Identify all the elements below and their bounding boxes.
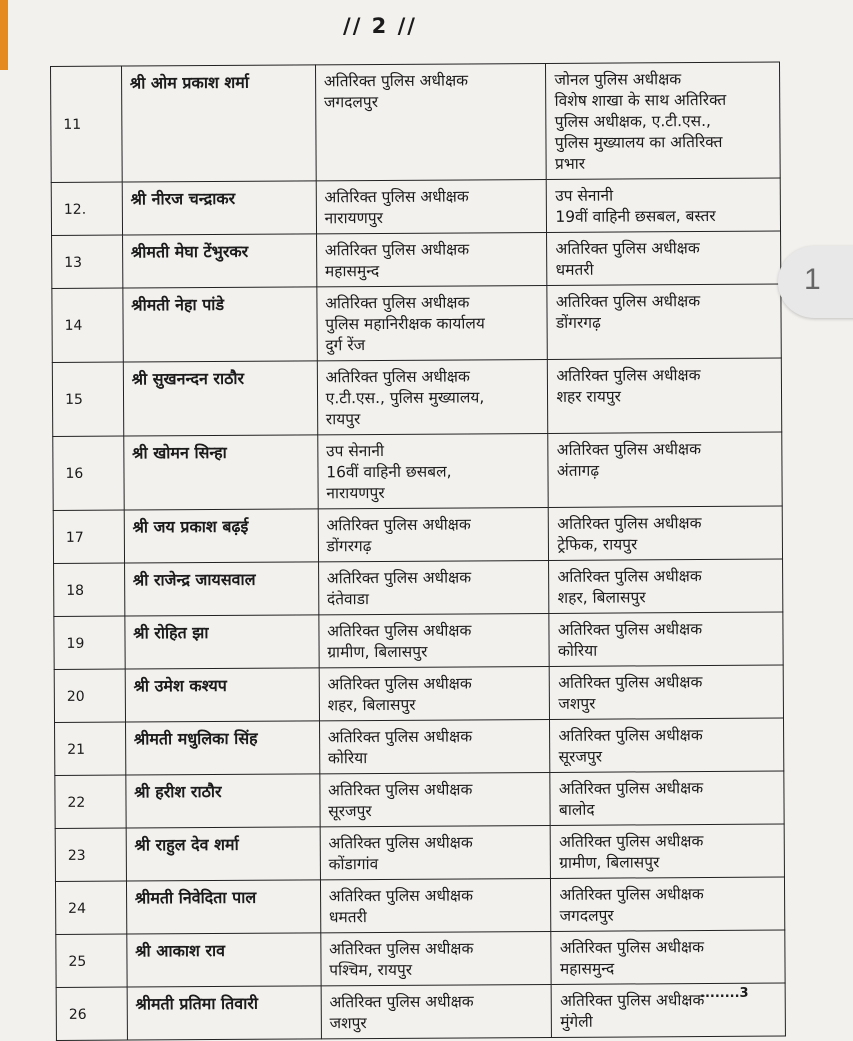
new-posting-line: ट्रेफिक, रायपुर [557, 535, 638, 554]
current-posting [319, 719, 550, 773]
new-posting-line: अतिरिक्त पुलिस अधीक्षक [556, 366, 701, 385]
new-posting-line: 19वीं वाहिनी छसबल, बस्तर [555, 206, 716, 226]
new-posting-line: उप सेनानी [555, 186, 614, 205]
current-posting-line: अतिरिक्त पुलिस अधीक्षक [328, 886, 474, 906]
table-row [54, 559, 783, 616]
current-posting [320, 878, 551, 932]
serial-number: 14 [52, 288, 123, 362]
current-posting-line: अतिरिक्त पुलिस अधीक्षक [329, 939, 474, 959]
officer-name: श्री सुखनन्दन राठौर [123, 361, 317, 436]
current-posting-line: धमतरी [328, 908, 367, 927]
current-posting [320, 825, 551, 879]
current-posting-line: कोंडागांव [328, 855, 379, 874]
continued-page-marker: ........3 [700, 986, 749, 1001]
officer-name: श्री रोहित झा [125, 615, 319, 669]
current-posting-line: अतिरिक्त पुलिस अधीक्षक [327, 674, 472, 694]
new-posting-line: डोंगरगढ़ [555, 313, 601, 332]
new-posting-line: अतिरिक्त पुलिस अधीक्षक [560, 991, 705, 1010]
new-posting-line: ग्रामीण, बिलासपुर [559, 853, 660, 872]
new-posting-line: अतिरिक्त पुलिस अधीक्षक [558, 779, 704, 798]
current-posting [317, 359, 548, 434]
current-posting-line: रायपुर [325, 410, 361, 429]
officer-name: श्री खोमन सिन्हा [124, 435, 318, 510]
serial-number: 15 [52, 362, 123, 436]
table-row [52, 231, 781, 288]
new-posting-line: सूरजपुर [558, 747, 603, 766]
serial-number: 18 [54, 563, 125, 616]
current-posting [320, 772, 551, 826]
new-posting-line: शहर, बिलासपुर [557, 588, 646, 607]
current-posting [319, 666, 550, 720]
new-posting-line: पुलिस अधीक्षक, ए.टी.एस., [554, 111, 711, 131]
serial-number: 26 [56, 987, 127, 1040]
officer-name: श्री हरीश राठौर [126, 774, 320, 828]
new-posting [551, 824, 785, 878]
officer-name: श्री राजेन्द्र जायसवाल [124, 562, 318, 616]
new-posting-line: बालोद [558, 800, 595, 819]
new-posting [549, 559, 783, 613]
new-posting [546, 62, 780, 179]
current-posting-line: जगदलपुर [323, 92, 379, 112]
new-posting-line: अंतागढ़ [556, 461, 600, 480]
current-posting-line: अतिरिक्त पुलिस अधीक्षक [324, 240, 470, 260]
current-posting-line: पुलिस महानिरीक्षक कार्यालय [325, 314, 485, 334]
current-posting-line: उप सेनानी [326, 441, 385, 461]
new-posting [548, 358, 782, 433]
current-posting [316, 179, 547, 233]
new-posting [549, 612, 783, 666]
current-posting [315, 63, 546, 180]
table-row [53, 506, 782, 563]
new-posting-line: अतिरिक्त पुलिस अधीक्षक [556, 440, 702, 459]
new-posting-line: महासमुन्द [559, 959, 615, 978]
table-row [54, 665, 783, 722]
new-posting [547, 284, 781, 359]
new-posting-line: शहर रायपुर [556, 387, 622, 406]
new-posting-line: जशपुर [558, 694, 596, 713]
current-posting-line: अतिरिक्त पुलिस अधीक्षक [325, 293, 470, 313]
serial-number: 16 [53, 436, 124, 510]
current-posting-line: अतिरिक्त पुलिस अधीक्षक [325, 367, 470, 387]
page-indicator-overlay[interactable] [778, 246, 853, 318]
current-posting [317, 285, 548, 360]
current-posting-line: दुर्ग रेंज [325, 336, 366, 355]
table-row [55, 771, 784, 828]
new-posting-line: प्रभार [554, 154, 586, 173]
new-posting-line: अतिरिक्त पुलिस अधीक्षक [559, 832, 704, 851]
current-posting [316, 232, 547, 286]
current-posting [318, 507, 549, 561]
table-row [51, 62, 781, 182]
new-posting-line: अतिरिक्त पुलिस अधीक्षक [557, 620, 703, 639]
new-posting-line: अतिरिक्त पुलिस अधीक्षक [559, 938, 705, 957]
current-posting-line: ए.टी.एस., पुलिस मुख्यालय, [325, 388, 485, 408]
new-posting-line: अतिरिक्त पुलिस अधीक्षक [557, 514, 702, 533]
table-row [55, 718, 784, 775]
current-posting-line: अतिरिक्त पुलिस अधीक्षक [326, 515, 471, 535]
current-posting [321, 984, 552, 1038]
current-posting-line: अतिरिक्त पुलिस अधीक्षक [327, 621, 472, 641]
officer-name: श्री उमेश कश्यप [125, 668, 319, 722]
new-posting-line: कोरिया [557, 641, 598, 660]
new-posting [552, 983, 786, 1037]
current-posting-line: अतिरिक्त पुलिस अधीक्षक [324, 187, 469, 207]
current-posting-line: अतिरिक्त पुलिस अधीक्षक [323, 71, 469, 91]
new-posting [550, 718, 784, 772]
new-posting-line: अतिरिक्त पुलिस अधीक्षक [558, 726, 703, 745]
new-posting-line: विशेष शाखा के साथ अतिरिक्त [554, 90, 727, 110]
officer-name: श्री जय प्रकाश बढ़ई [124, 509, 318, 563]
current-posting-line: अतिरिक्त पुलिस अधीक्षक [327, 727, 473, 747]
current-posting [319, 613, 550, 667]
new-posting-line: अतिरिक्त पुलिस अधीक्षक [558, 673, 703, 692]
current-posting-line: दंतेवाडा [326, 590, 370, 609]
table-row [54, 612, 783, 669]
serial-number: 22 [55, 775, 126, 828]
current-posting-line: महासमुन्द [324, 261, 380, 281]
current-posting-line: अतिरिक्त पुलिस अधीक्षक [328, 833, 473, 853]
table-row [51, 178, 780, 235]
new-posting [548, 432, 782, 507]
new-posting-line: अतिरिक्त पुलिस अधीक्षक [557, 567, 702, 586]
current-posting [318, 560, 549, 614]
new-posting-line: मुंगेली [560, 1012, 593, 1031]
new-posting [550, 665, 784, 719]
current-posting-line: 16वीं वाहिनी छसबल, [326, 462, 452, 482]
current-posting-line: अतिरिक्त पुलिस अधीक्षक [329, 992, 474, 1012]
serial-number: 19 [54, 616, 125, 669]
current-posting-line: डोंगरगढ़ [326, 537, 372, 556]
serial-number: 17 [53, 510, 124, 563]
table-row [52, 358, 781, 436]
current-posting-line: ग्रामीण, बिलासपुर [327, 642, 428, 662]
current-posting-line: नारायणपुर [324, 208, 384, 228]
table-row [53, 432, 782, 510]
page-indicator-number: 1 [804, 263, 821, 296]
new-posting-line: धमतरी [555, 260, 594, 279]
serial-number: 21 [55, 722, 126, 775]
table-row [55, 824, 784, 881]
serial-number: 13 [52, 235, 123, 288]
current-posting-line: कोरिया [327, 749, 368, 768]
transfer-list-table [50, 62, 786, 1041]
new-posting-line: अतिरिक्त पुलिस अधीक्षक [555, 239, 700, 258]
new-posting [547, 178, 781, 232]
page-number-marker: // 2 // [343, 14, 417, 38]
serial-number: 25 [56, 934, 127, 987]
serial-number: 20 [54, 669, 125, 722]
officer-name: श्री आकाश राव [127, 933, 321, 987]
officer-name: श्रीमती प्रतिमा तिवारी [127, 986, 321, 1040]
current-posting [321, 931, 552, 985]
serial-number: 11 [51, 66, 122, 182]
current-posting-line: शहर, बिलासपुर [327, 695, 416, 715]
new-posting-line: पुलिस मुख्यालय का अतिरिक्त [554, 132, 723, 152]
table-body [51, 62, 786, 1040]
new-posting-line: अतिरिक्त पुलिस अधीक्षक [555, 292, 701, 311]
current-posting-line: सूरजपुर [328, 802, 372, 821]
new-posting [551, 930, 785, 984]
current-posting-line: अतिरिक्त पुलिस अधीक्षक [326, 568, 472, 588]
table-row [56, 930, 785, 987]
new-posting [549, 506, 783, 560]
new-posting-line: जोनल पुलिस अधीक्षक [554, 70, 682, 89]
new-posting [547, 231, 781, 285]
current-posting-line: जशपुर [329, 1014, 367, 1033]
officer-name: श्रीमती नेहा पांडे [123, 287, 317, 362]
officer-name: श्रीमती मधुलिका सिंह [125, 721, 319, 775]
current-posting-line: पश्चिम, रायपुर [329, 960, 413, 980]
new-posting-line: अतिरिक्त पुलिस अधीक्षक [559, 885, 704, 904]
new-posting-line: जगदलपुर [559, 906, 614, 925]
serial-number: 23 [55, 828, 126, 881]
new-posting [550, 771, 784, 825]
serial-number: 12. [51, 182, 122, 235]
officer-name: श्रीमती निवेदिता पाल [126, 880, 320, 934]
current-posting [317, 433, 548, 508]
new-posting [551, 877, 785, 931]
serial-number: 24 [55, 881, 126, 934]
officer-name: श्री राहुल देव शर्मा [126, 827, 320, 881]
current-posting-line: अतिरिक्त पुलिस अधीक्षक [328, 780, 473, 800]
table-row [56, 983, 785, 1040]
table-row [55, 877, 784, 934]
officer-name: श्री ओम प्रकाश शर्मा [121, 65, 316, 182]
officer-name: श्री नीरज चन्द्राकर [122, 181, 316, 235]
current-posting-line: नारायणपुर [326, 483, 385, 503]
officer-name: श्रीमती मेघा टेंभुरकर [122, 234, 316, 288]
table-row [52, 284, 781, 362]
